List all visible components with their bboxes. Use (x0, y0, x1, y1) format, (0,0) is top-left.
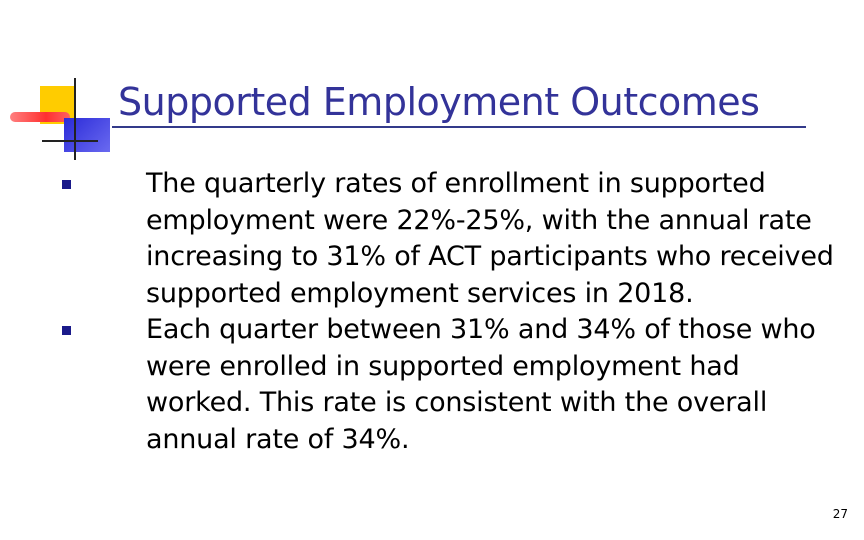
logo-pink-bar (10, 112, 70, 122)
logo-horizontal-line (42, 140, 98, 142)
page-number: 27 (832, 507, 848, 521)
bullet-list (62, 166, 852, 458)
square-bullet-icon (62, 180, 71, 189)
bullet-text: Each quarter between 31% and 34% of those who were enrolled in supported employment had worked. This rate is consistent with the overall annual rate of 34%. (146, 314, 816, 455)
logo-vertical-line (74, 78, 76, 160)
square-bullet-icon (62, 326, 71, 335)
bullet-text: The quarterly rates of enrollment in supported employment were 22%-25%, with the annual rate increasing to 31% of ACT participants who received supported employment services in 2018. (146, 168, 834, 309)
bullet-item (62, 312, 852, 458)
title-divider (112, 126, 806, 128)
bullet-item (62, 166, 852, 312)
logo-blue-square (64, 118, 110, 152)
slide-title: Supported Employment Outcomes (118, 80, 760, 124)
slide-template-logo-icon (0, 0, 120, 170)
